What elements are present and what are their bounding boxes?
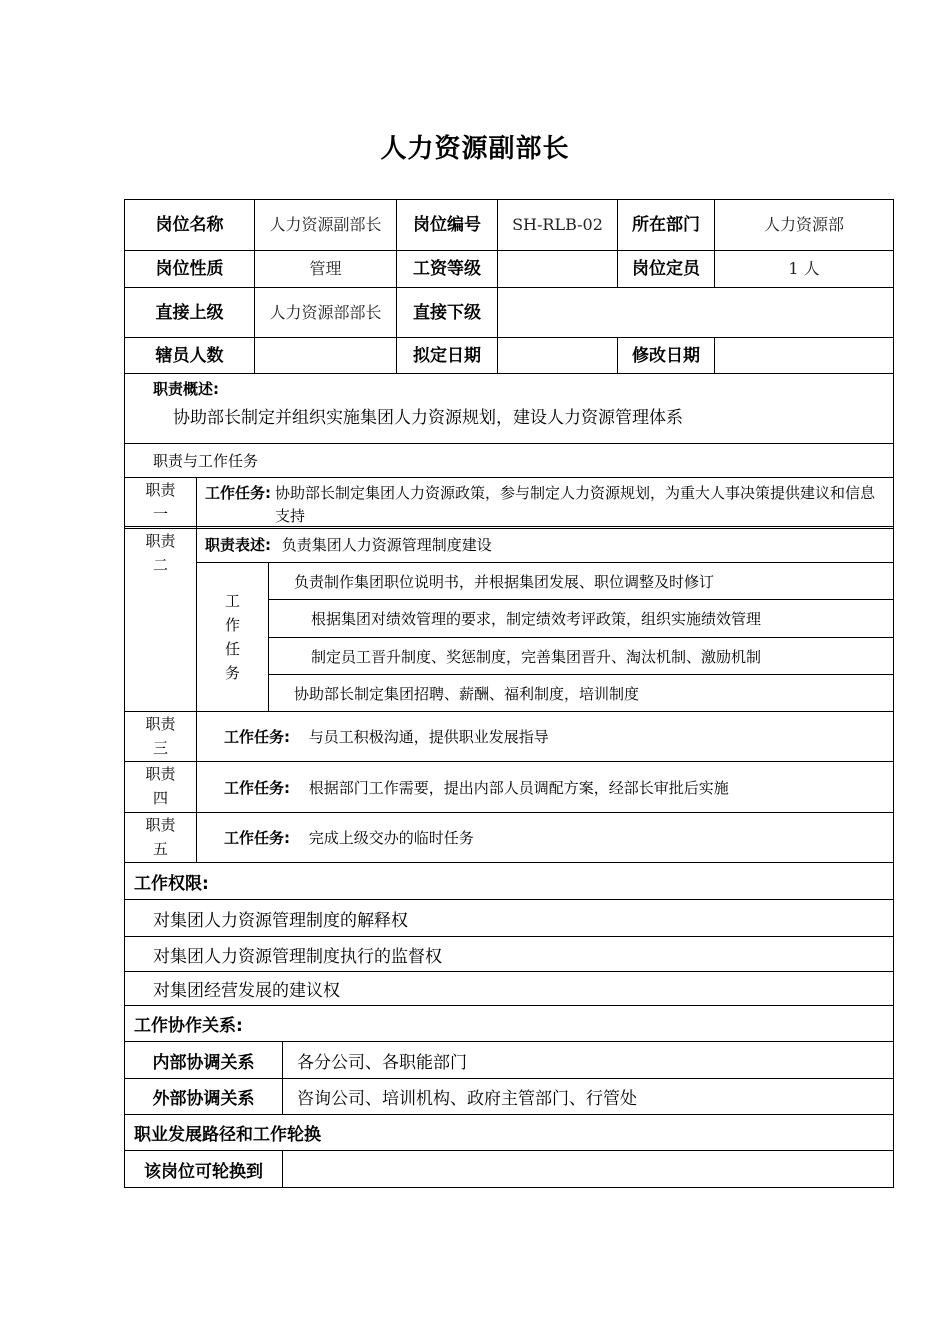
label-salary-grade: 工资等级 xyxy=(397,251,498,288)
duty-3-label: 工作任务: xyxy=(224,728,290,746)
value-draft-date xyxy=(498,338,618,374)
label-draft-date: 拟定日期 xyxy=(397,338,498,374)
duty-1-table xyxy=(124,477,894,529)
label-post-code: 岗位编号 xyxy=(397,200,498,251)
internal-relations-value: 各分公司、各职能部门 xyxy=(283,1042,894,1079)
label-direct-subordinate: 直接下级 xyxy=(397,288,498,338)
duty-4-text: 根据部门工作需要，提出内部人员调配方案，经部长审批后实施 xyxy=(308,778,729,797)
internal-relations-label: 内部协调关系 xyxy=(125,1042,283,1079)
value-post-name: 人力资源副部长 xyxy=(255,200,397,251)
value-revise-date xyxy=(715,338,894,374)
page-title: 人力资源副部长 xyxy=(380,134,570,164)
authority-item-2: 对集团人力资源管理制度执行的监督权 xyxy=(125,937,894,972)
value-direct-superior: 人力资源部部长 xyxy=(255,288,397,338)
duty-5-name: 职责五 xyxy=(125,813,197,863)
external-relations-label: 外部协调关系 xyxy=(125,1079,283,1115)
authority-item-1: 对集团人力资源管理制度的解释权 xyxy=(125,900,894,937)
duties-heading-table xyxy=(124,443,894,478)
duty-2-task-2: 根据集团对绩效管理的要求，制定绩效考评政策，组织实施绩效管理 xyxy=(269,600,894,638)
rotation-value xyxy=(283,1151,894,1188)
authority-heading: 工作权限: xyxy=(125,863,894,900)
rotation-label: 该岗位可轮换到 xyxy=(125,1151,283,1188)
duty-2-table xyxy=(124,526,894,712)
label-post-name: 岗位名称 xyxy=(125,200,255,251)
duty-3-name: 职责三 xyxy=(125,712,197,762)
label-headcount: 岗位定员 xyxy=(618,251,715,288)
duty-1-name: 职责一 xyxy=(125,478,197,529)
duty-2-task-1: 负责制作集团职位说明书，并根据集团发展、职位调整及时修订 xyxy=(269,563,894,600)
duties-heading: 职责与工作任务 xyxy=(125,444,894,478)
duty-5-table xyxy=(124,812,894,863)
duty-4-label: 工作任务: xyxy=(224,778,290,797)
label-staff-count: 辖员人数 xyxy=(125,338,255,374)
value-direct-subordinate xyxy=(498,288,894,338)
value-post-nature: 管理 xyxy=(255,251,397,288)
label-direct-superior: 直接上级 xyxy=(125,288,255,338)
value-post-code: SH-RLB-02 xyxy=(498,200,618,251)
value-staff-count xyxy=(255,338,397,374)
duty-3-table xyxy=(124,711,894,762)
duty-3-text: 与员工积极沟通，提供职业发展指导 xyxy=(308,728,549,746)
duty-4-table xyxy=(124,761,894,813)
label-post-nature: 岗位性质 xyxy=(125,251,255,288)
authority-item-3: 对集团经营发展的建议权 xyxy=(125,972,894,1006)
summary-label: 职责概述: xyxy=(153,380,219,398)
career-heading: 职业发展路径和工作轮换 xyxy=(125,1115,894,1151)
duty-2-task-3: 制定员工晋升制度、奖惩制度，完善集团晋升、淘汰机制、激励机制 xyxy=(269,638,894,675)
header-table xyxy=(124,199,894,374)
duty-2-text: 负责集团人力资源管理制度建设 xyxy=(281,536,492,554)
duty-2-task-label: 工作任务 xyxy=(197,563,269,712)
label-revise-date: 修改日期 xyxy=(618,338,715,374)
value-department: 人力资源部 xyxy=(715,200,894,251)
authority-table xyxy=(124,862,894,1006)
duty-2-label: 职责表述: xyxy=(205,536,271,554)
career-table xyxy=(124,1114,894,1188)
summary-table xyxy=(124,373,894,444)
duty-5-label: 工作任务: xyxy=(224,829,290,847)
duty-1-label: 工作任务: xyxy=(205,484,271,502)
value-headcount: 1 人 xyxy=(715,251,894,288)
duty-2-task-4: 协助部长制定集团招聘、薪酬、福利制度，培训制度 xyxy=(269,675,894,712)
duty-5-text: 完成上级交办的临时任务 xyxy=(308,829,474,847)
duty-1-text: 协助部长制定集团人力资源政策，参与制定人力资源规划，为重大人事决策提供建议和信息支持 xyxy=(275,484,876,525)
value-salary-grade xyxy=(498,251,618,288)
duty-2-name: 职责二 xyxy=(125,527,197,712)
relations-heading: 工作协作关系: xyxy=(125,1006,894,1042)
duty-4-name: 职责四 xyxy=(125,762,197,813)
summary-text: 协助部长制定并组织实施集团人力资源规划，建设人力资源管理体系 xyxy=(173,408,683,428)
label-department: 所在部门 xyxy=(618,200,715,251)
relations-table xyxy=(124,1005,894,1115)
external-relations-value: 咨询公司、培训机构、政府主管部门、行管处 xyxy=(283,1079,894,1115)
